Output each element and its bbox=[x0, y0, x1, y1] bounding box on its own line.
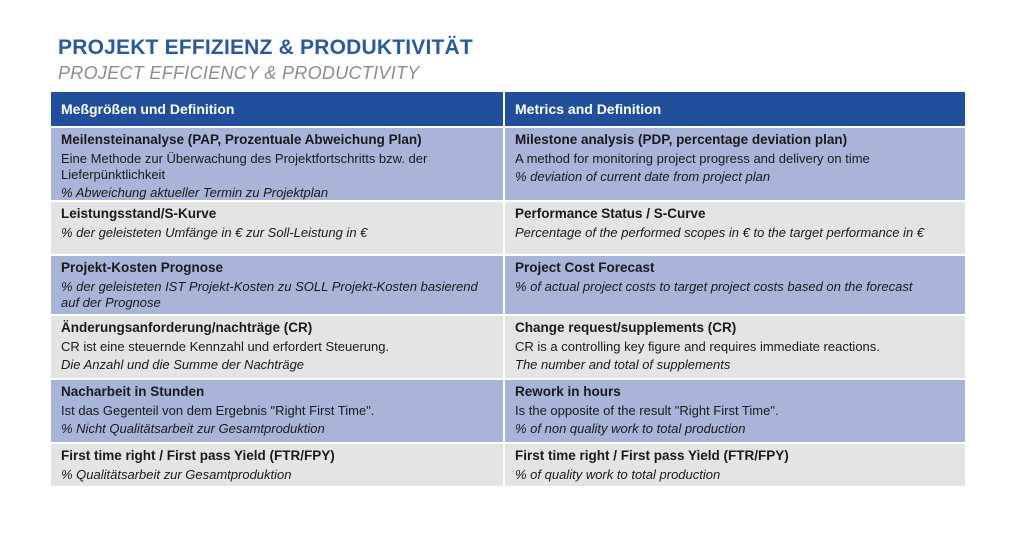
table-header-row bbox=[51, 92, 965, 126]
table-row bbox=[51, 378, 965, 442]
header-english: Metrics and Definition bbox=[515, 101, 662, 117]
cell-english bbox=[505, 380, 965, 442]
metric-title: Performance Status / S-Curve bbox=[515, 206, 706, 221]
page-subtitle: PROJECT EFFICIENCY & PRODUCTIVITY bbox=[58, 63, 420, 83]
metric-title: Project Cost Forecast bbox=[515, 260, 655, 275]
metric-title: Rework in hours bbox=[515, 384, 621, 399]
metric-description: A method for monitoring project progress and delivery on time bbox=[515, 151, 870, 166]
cell-german bbox=[51, 316, 505, 378]
metric-formula: % der geleisteten IST Projekt-Kosten zu SOLL Projekt-Kosten basierend auf der Prognose bbox=[61, 279, 478, 310]
metric-description: Eine Methode zur Überwachung des Projektfortschritts bzw. der Lieferpünktlichkeit bbox=[61, 151, 428, 182]
metric-title: Change request/supplements (CR) bbox=[515, 320, 737, 335]
table-row bbox=[51, 442, 965, 486]
metric-title: Nacharbeit in Stunden bbox=[61, 384, 205, 399]
metric-title: Änderungsanforderung/nachträge (CR) bbox=[61, 320, 313, 335]
metric-description: CR is a controlling key figure and requires immediate reactions. bbox=[515, 339, 880, 354]
cell-german bbox=[51, 380, 505, 442]
metric-formula: % der geleisteten Umfänge in € zur Soll-Leistung in € bbox=[61, 225, 368, 240]
metric-formula: % of quality work to total production bbox=[515, 467, 721, 482]
metric-formula: Die Anzahl und die Summe der Nachträge bbox=[61, 357, 305, 372]
cell-german bbox=[51, 128, 505, 200]
metric-title: First time right / First pass Yield (FTR/FPY) bbox=[61, 448, 335, 463]
metric-formula: The number and total of supplements bbox=[515, 357, 731, 372]
metric-description: CR ist eine steuernde Kennzahl und erfordert Steuerung. bbox=[61, 339, 390, 354]
cell-german bbox=[51, 444, 505, 486]
metric-formula: % Qualitätsarbeit zur Gesamtproduktion bbox=[61, 467, 292, 482]
metric-description: Ist das Gegenteil von dem Ergebnis "Right First Time". bbox=[61, 403, 375, 418]
metric-description: Is the opposite of the result "Right First Time". bbox=[515, 403, 779, 418]
metric-title: Leistungsstand/S-Kurve bbox=[61, 206, 217, 221]
metric-formula: Percentage of the performed scopes in € to the target performance in € bbox=[515, 225, 925, 240]
table-row bbox=[51, 254, 965, 314]
cell-german bbox=[51, 202, 505, 254]
table-row bbox=[51, 314, 965, 378]
metric-title: Meilensteinanalyse (PAP, Prozentuale Abweichung Plan) bbox=[61, 132, 422, 147]
cell-german bbox=[51, 256, 505, 314]
cell-english bbox=[505, 202, 965, 254]
metric-title: Projekt-Kosten Prognose bbox=[61, 260, 224, 275]
table-row bbox=[51, 200, 965, 254]
page-title: PROJEKT EFFIZIENZ & PRODUKTIVITÄT bbox=[58, 36, 473, 59]
table-row bbox=[51, 126, 965, 200]
header-german: Meßgrößen und Definition bbox=[51, 92, 505, 126]
metric-formula: % Nicht Qualitätsarbeit zur Gesamtproduktion bbox=[61, 421, 325, 436]
cell-english bbox=[505, 256, 965, 314]
metric-formula: % of actual project costs to target project costs based on the forecast bbox=[515, 279, 913, 294]
metric-formula: % deviation of current date from project plan bbox=[515, 169, 771, 184]
cell-english bbox=[505, 316, 965, 378]
metric-formula: % Abweichung aktueller Termin zu Projektplan bbox=[61, 185, 329, 200]
metric-formula: % of non quality work to total production bbox=[515, 421, 746, 436]
metrics-table bbox=[51, 92, 965, 486]
cell-english bbox=[505, 128, 965, 200]
metric-title: First time right / First pass Yield (FTR/FPY) bbox=[515, 448, 789, 463]
cell-english bbox=[505, 444, 965, 486]
metric-title: Milestone analysis (PDP, percentage deviation plan) bbox=[515, 132, 848, 147]
